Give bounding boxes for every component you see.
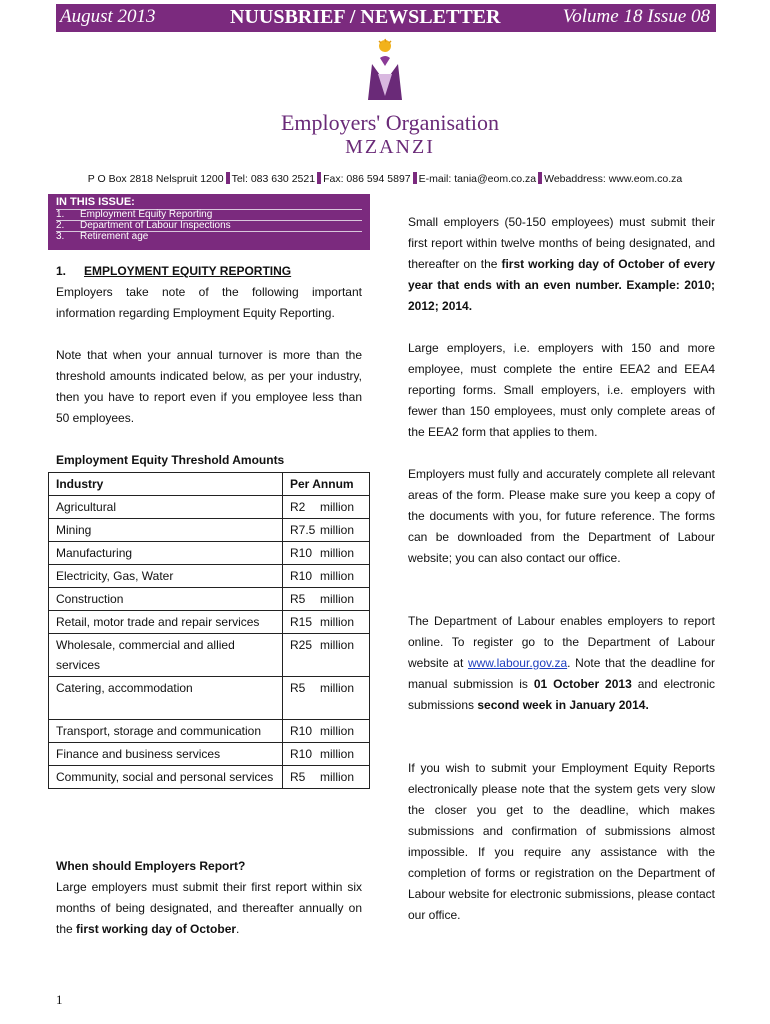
- table-row: Electricity, Gas, Water R10 million: [49, 565, 370, 588]
- volume-issue: Volume 18 Issue 08: [562, 6, 710, 27]
- issue-date: August 2013: [60, 6, 156, 27]
- when-paragraph: Large employers must submit their first report within six months of being designated, and thereafter annually on the first working day of October.: [56, 880, 362, 936]
- separator: [226, 172, 230, 184]
- page-number: 1: [56, 992, 63, 1007]
- electronic-submission-paragraph: If you wish to submit your Employment Equity Reports electronically please note that the system gets very slow the closer you get to the deadline, which makes submissions and confirmation of submissions almost impossible. If you require any assistance with the completion of forms or registration on the Department of Labour website for electronic submissions, please contact our office.: [408, 761, 715, 922]
- issue-item: 2. Department of Labour Inspections: [56, 220, 231, 231]
- table-row: Manufacturing R10 million: [49, 542, 370, 565]
- table-title: Employment Equity Threshold Amounts: [56, 453, 285, 467]
- online-reporting-paragraph: The Department of Labour enables employers to report online. To register go to the Department of Labour website at www.labour.gov.za. Note that the deadline for manual submission is 01 October 2013 and electronic submissions second week in January 2014.: [408, 614, 716, 712]
- table-row: Wholesale, commercial and allied services R25 million: [49, 634, 370, 677]
- contact-web: Webaddress: www.eom.co.za: [544, 173, 683, 185]
- intro-paragraph: Employers take note of the following important information regarding Employment Equity Reporting.: [56, 285, 362, 320]
- table-header-row: [49, 473, 370, 496]
- issue-item: 3. Retirement age: [56, 231, 149, 242]
- table-row: Construction R5 million: [49, 588, 370, 611]
- separator: [538, 172, 542, 184]
- section-heading: 1. EMPLOYMENT EQUITY REPORTING: [56, 264, 292, 278]
- contact-email: E-mail: tania@eom.co.za: [418, 173, 537, 185]
- labour-website-link[interactable]: www.labour.gov.za: [467, 656, 568, 670]
- table-row: Transport, storage and communication R10 million: [49, 720, 370, 743]
- organisation-name: Employers' Organisation: [280, 110, 500, 135]
- small-employers-paragraph: Small employers (50-150 employees) must submit their first report within twelve months of being designated, and thereafter on the first working day of October of every year that ends with an even number. Example: 2010; 2012; 2014.: [408, 215, 715, 313]
- issue-item: 1. Employment Equity Reporting: [56, 209, 213, 220]
- contact-line: [40, 172, 730, 185]
- table-row: Retail, motor trade and repair services R15 million: [49, 611, 370, 634]
- separator: [413, 172, 417, 184]
- threshold-table: [48, 472, 370, 789]
- column-header: Per Annum: [283, 473, 370, 496]
- table-row: Finance and business services R10 million: [49, 743, 370, 766]
- table-row: Mining R7.5 million: [49, 519, 370, 542]
- table-row: Community, social and personal services R5 million: [49, 766, 370, 789]
- contact-address: P O Box 2818 Nelspruit 1200: [87, 173, 224, 185]
- column-header: Industry: [49, 473, 283, 496]
- form-completion-paragraph: Employers must fully and accurately complete all relevant areas of the form. Please make sure you keep a copy of the documents with you, for future reference. The forms can be downloaded from the Department of Labour website; you can also contact our office.: [408, 467, 715, 565]
- threshold-paragraph: Note that when your annual turnover is more than the threshold amounts indicated below, as per your industry, then you have to report even if you employee less than 50 employees.: [56, 348, 362, 425]
- header-banner: [56, 4, 716, 32]
- organisation-logo: [360, 38, 410, 102]
- in-this-issue-box: [48, 194, 370, 250]
- contact-fax: Fax: 086 594 5897: [323, 173, 411, 185]
- table-row: Catering, accommodation R5 million: [49, 677, 370, 720]
- table-row: Agricultural R2 million: [49, 496, 370, 519]
- newsletter-title: NUUSBRIEF / NEWSLETTER: [230, 6, 501, 28]
- contact-tel: Tel: 083 630 2521: [231, 173, 316, 185]
- in-this-issue-title: IN THIS ISSUE:: [56, 196, 135, 208]
- when-heading: When should Employers Report?: [56, 859, 246, 873]
- large-employers-paragraph: Large employers, i.e. employers with 150 and more employee, must complete the entire EEA2 and EEA4 reporting forms. Small employers, i.e. employers with fewer than 150 employees, must only complete areas of the EEA2 form that applies to them.: [408, 341, 715, 439]
- separator: [317, 172, 321, 184]
- organisation-subname: MZANZI: [345, 136, 435, 158]
